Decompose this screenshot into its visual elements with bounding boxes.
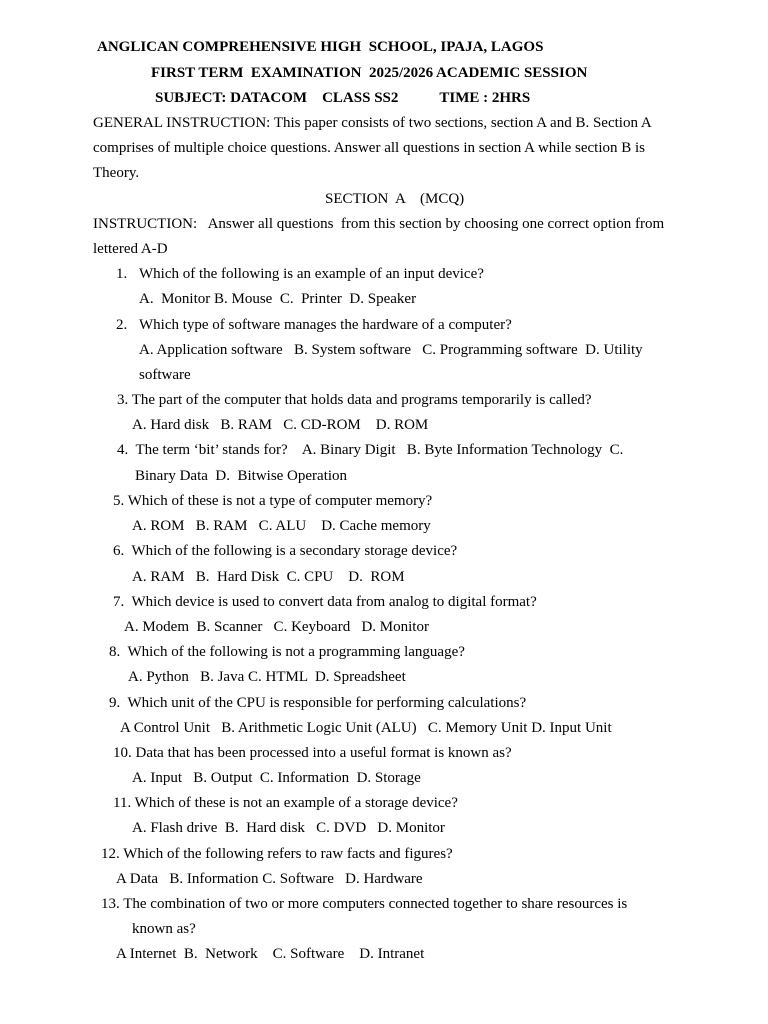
section-a-title: SECTION A (MCQ) bbox=[325, 191, 465, 207]
question-2-options-continued: software bbox=[139, 367, 191, 383]
question-11-text: 11. Which of these is not an example of a storage device? bbox=[113, 795, 458, 811]
question-6-options: A. RAM B. Hard Disk C. CPU D. ROM bbox=[132, 569, 405, 585]
question-13-options: A Internet B. Network C. Software D. Intranet bbox=[116, 946, 425, 962]
question-13-text: 13. The combination of two or more computers connected together to share resources is bbox=[101, 896, 628, 912]
general-instruction-line-3: Theory. bbox=[93, 165, 140, 181]
section-a-instruction-line-1: INSTRUCTION: Answer all questions from this section by choosing one correct option from bbox=[93, 216, 665, 232]
question-2-number: 2. bbox=[116, 317, 128, 333]
question-12-text: 12. Which of the following refers to raw facts and figures? bbox=[101, 846, 453, 862]
question-7-text: 7. Which device is used to convert data from analog to digital format? bbox=[113, 594, 537, 610]
question-2-options: A. Application software B. System software C. Programming software D. Utility bbox=[139, 342, 643, 358]
question-9-options: A Control Unit B. Arithmetic Logic Unit (ALU) C. Memory Unit D. Input Unit bbox=[120, 720, 612, 736]
question-3-text: 3. The part of the computer that holds data and programs temporarily is called? bbox=[117, 392, 592, 408]
question-6-text: 6. Which of the following is a secondary storage device? bbox=[113, 543, 458, 559]
subject-line: SUBJECT: DATACOM CLASS SS2 TIME : 2HRS bbox=[155, 90, 531, 106]
question-12-options: A Data B. Information C. Software D. Hardware bbox=[116, 871, 423, 887]
question-5-text: 5. Which of these is not a type of computer memory? bbox=[113, 493, 433, 509]
question-10-options: A. Input B. Output C. Information D. Storage bbox=[132, 770, 421, 786]
question-1-number: 1. bbox=[116, 266, 128, 282]
question-7-options: A. Modem B. Scanner C. Keyboard D. Monitor bbox=[124, 619, 429, 635]
school-name: ANGLICAN COMPREHENSIVE HIGH SCHOOL, IPAJA, LAGOS bbox=[97, 39, 544, 55]
question-4-text: 4. The term ‘bit’ stands for? A. Binary Digit B. Byte Information Technology C. bbox=[117, 442, 624, 458]
question-1-text: Which of the following is an example of an input device? bbox=[139, 266, 484, 282]
question-2-text: Which type of software manages the hardware of a computer? bbox=[139, 317, 512, 333]
question-10-text: 10. Data that has been processed into a useful format is known as? bbox=[113, 745, 512, 761]
question-8-options: A. Python B. Java C. HTML D. Spreadsheet bbox=[128, 669, 406, 685]
question-9-text: 9. Which unit of the CPU is responsible for performing calculations? bbox=[109, 695, 527, 711]
section-a-instruction-line-2: lettered A-D bbox=[93, 241, 168, 257]
question-5-options: A. ROM B. RAM C. ALU D. Cache memory bbox=[132, 518, 431, 534]
question-13-text-continued: known as? bbox=[132, 921, 196, 937]
question-1-options: A. Monitor B. Mouse C. Printer D. Speaker bbox=[139, 291, 417, 307]
question-11-options: A. Flash drive B. Hard disk C. DVD D. Monitor bbox=[132, 820, 445, 836]
question-3-options: A. Hard disk B. RAM C. CD-ROM D. ROM bbox=[132, 417, 429, 433]
general-instruction-line-2: comprises of multiple choice questions. Answer all questions in section A while section B is bbox=[93, 140, 646, 156]
question-8-text: 8. Which of the following is not a programming language? bbox=[109, 644, 465, 660]
general-instruction-line-1: GENERAL INSTRUCTION: This paper consists of two sections, section A and B. Section A bbox=[93, 115, 652, 131]
question-4-options: Binary Data D. Bitwise Operation bbox=[135, 468, 348, 484]
exam-title: FIRST TERM EXAMINATION 2025/2026 ACADEMIC SESSION bbox=[151, 65, 588, 81]
